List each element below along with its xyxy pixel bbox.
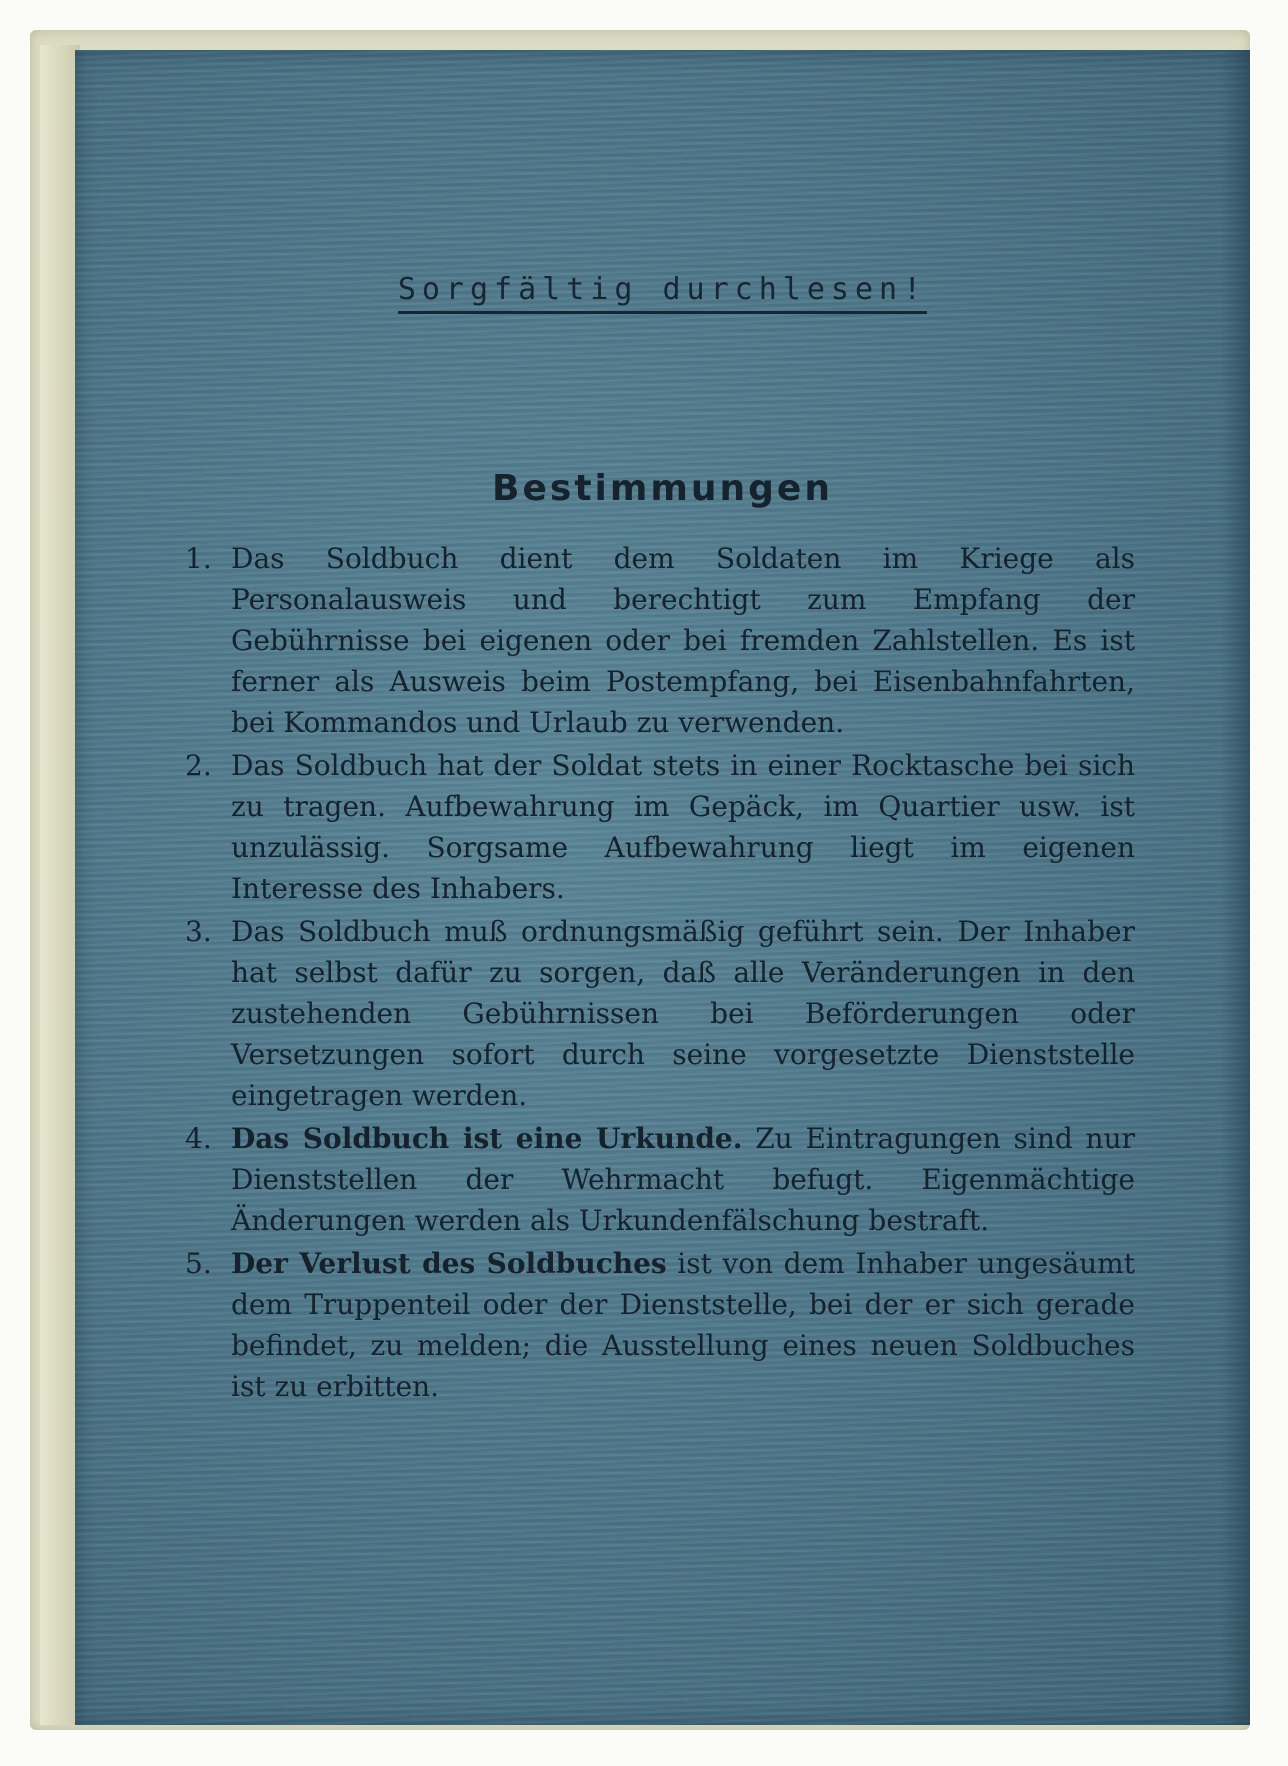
rule-number: 3. bbox=[185, 915, 212, 948]
rule-item bbox=[185, 745, 1135, 909]
rule-body-text: Das Soldbuch muß ordnungsmäßig geführt sein. Der Inhaber hat selbst dafür zu sorgen, daß alle Veränderungen in den zustehenden Gebührnissen bei Beförderungen oder Versetzungen sofort durch seine vorgesetzte Dienststelle eingetragen werden. bbox=[231, 915, 1135, 1112]
rule-body-text: Das Soldbuch hat der Soldat stets in einer Rocktasche bei sich zu tragen. Aufbewahrung im Gepäck, im Quartier usw. ist unzulässig. Sorgsame Aufbewahrung liegt im eigenen Interesse des Inhabers. bbox=[231, 749, 1135, 905]
rule-number: 4. bbox=[185, 1122, 212, 1155]
rule-body-text: Das Soldbuch dient dem Soldaten im Kriege als Personalausweis und berechtigt zum Empfang der Gebührnisse bei eigenen oder bei fremden Zahlstellen. Es ist ferner als Ausweis beim Postempfang, bei Eisenbahnfahrten, bei Kommandos und Urlaub zu verwenden. bbox=[231, 542, 1135, 739]
rule-item bbox=[185, 1118, 1135, 1241]
blue-cover-page bbox=[75, 50, 1250, 1725]
read-carefully-heading bbox=[75, 272, 1250, 314]
page-edge bbox=[40, 45, 80, 1725]
rule-bold-text: Der Verlust des Soldbuches bbox=[231, 1247, 667, 1280]
rule-text bbox=[231, 1243, 1135, 1407]
rule-number: 1. bbox=[185, 542, 212, 575]
rules-list bbox=[185, 538, 1135, 1409]
rule-item bbox=[185, 538, 1135, 743]
rule-item bbox=[185, 911, 1135, 1116]
rule-text bbox=[231, 1118, 1135, 1241]
rule-item bbox=[185, 1243, 1135, 1407]
rule-bold-text: Das Soldbuch ist eine Urkunde. bbox=[231, 1122, 743, 1155]
rule-text bbox=[231, 538, 1135, 743]
rule-body-text: Zu Eintragungen sind nur Dienststellen der Wehrmacht befugt. Eigenmächtige Änderungen werden als Urkundenfälschung bestraft. bbox=[231, 1122, 1135, 1237]
heading-text: Sorgfältig durchlesen! bbox=[398, 272, 927, 314]
rule-number: 2. bbox=[185, 749, 212, 782]
rule-text bbox=[231, 911, 1135, 1116]
section-title: Bestimmungen bbox=[492, 468, 833, 509]
rule-number: 5. bbox=[185, 1247, 212, 1280]
rule-body-text: ist von dem Inhaber ungesäumt dem Truppenteil oder der Dienststelle, bei der er sich gerade befindet, zu melden; die Ausstellung eines neuen Soldbuches ist zu erbitten. bbox=[231, 1247, 1135, 1403]
rule-text bbox=[231, 745, 1135, 909]
